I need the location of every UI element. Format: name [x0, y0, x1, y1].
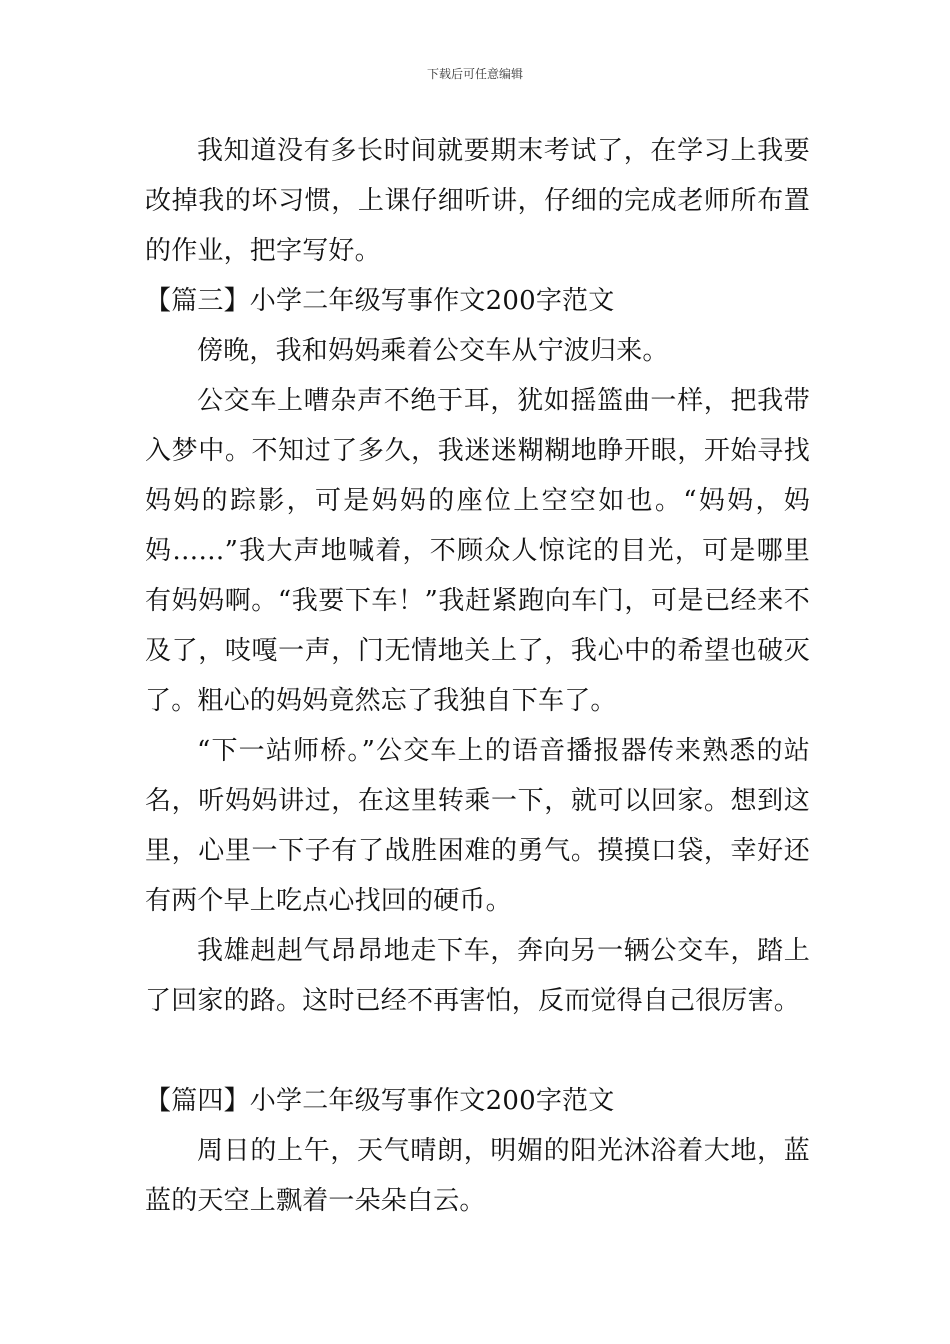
section-spacer	[145, 1026, 810, 1076]
section-heading-part-three: 【篇三】小学二年级写事作文200字范文	[145, 286, 615, 316]
paragraph-sunday-morning: 周日的上午，天气晴朗，明媚的阳光沐浴着大地，蓝蓝的天空上飘着一朵朵白云。	[145, 1136, 810, 1216]
paragraph-way-home: 我雄赳赳气昂昂地走下车，奔向另一辆公交车，踏上了回家的路。这时已经不再害怕，反而觉得自己很厉害。	[145, 936, 810, 1016]
document-body	[145, 126, 810, 1226]
page-header-note: 下载后可任意编辑	[426, 67, 523, 81]
paragraph-evening-bus: 傍晚，我和妈妈乘着公交车从宁波归来。	[197, 336, 669, 366]
paragraph-next-stop: “下一站师桥。”公交车上的语音播报器传来熟悉的站名，听妈妈讲过，在这里转乘一下，就可以回家。想到这里，心里一下子有了战胜困难的勇气。摸摸口袋，幸好还有两个早上吃点心找回的硬币。	[145, 736, 810, 916]
section-heading-part-four: 【篇四】小学二年级写事作文200字范文	[145, 1086, 615, 1116]
paragraph-exam-resolution: 我知道没有多长时间就要期末考试了，在学习上我要改掉我的坏习惯，上课仔细听讲，仔细的完成老师所布置的作业，把字写好。	[145, 136, 810, 266]
paragraph-lost-mother: 公交车上嘈杂声不绝于耳，犹如摇篮曲一样，把我带入梦中。不知过了多久，我迷迷糊糊地睁开眼，开始寻找妈妈的踪影，可是妈妈的座位上空空如也。“妈妈，妈妈……”我大声地喊着，不顾众人惊诧的目光，可是哪里有妈妈啊。“我要下车！”我赶紧跑向车门，可是已经来不及了，吱嘎一声，门无情地关上了，我心中的希望也破灭了。粗心的妈妈竟然忘了我独自下车了。	[145, 386, 810, 716]
